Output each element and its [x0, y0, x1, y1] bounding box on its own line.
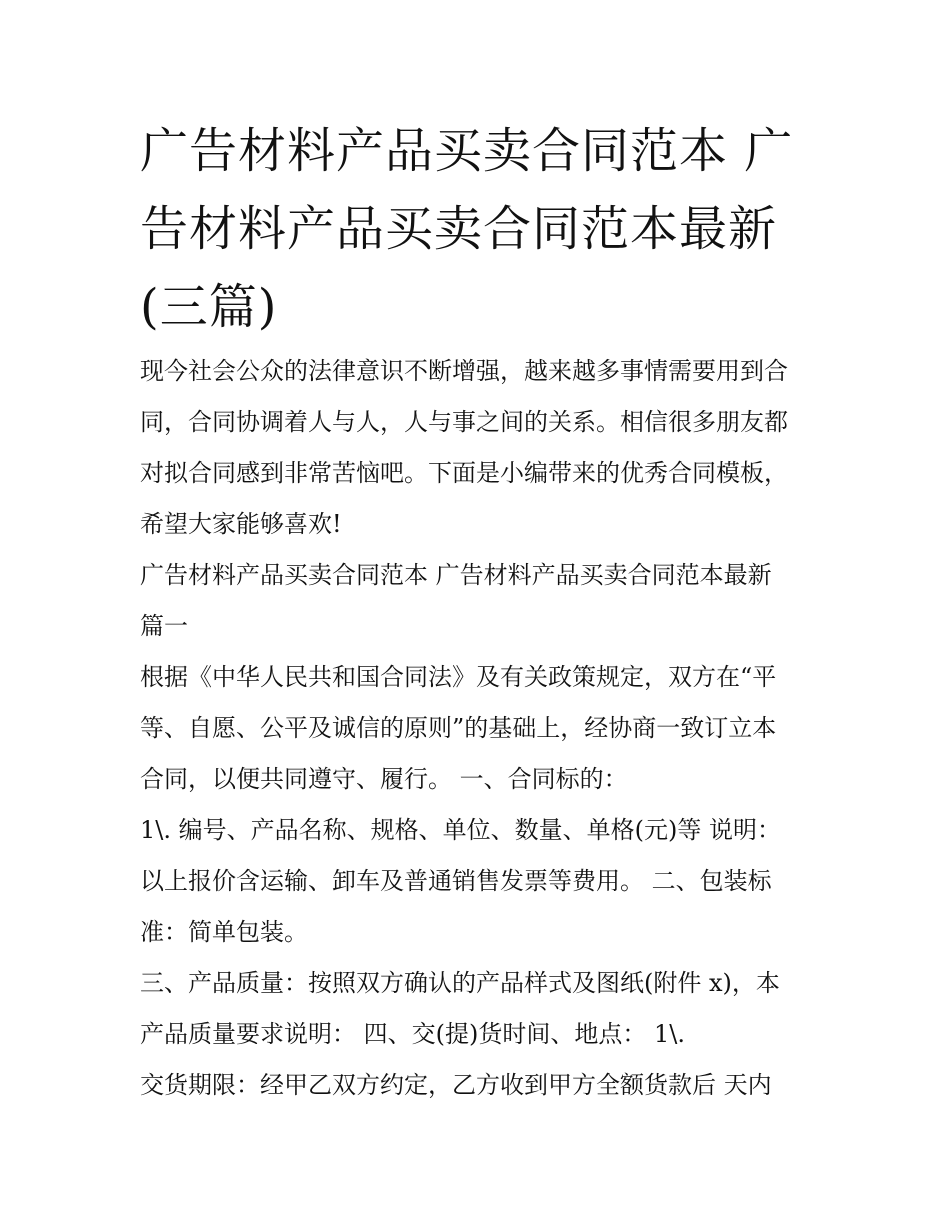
document-title: [140, 112, 820, 346]
title-line: (三篇): [140, 279, 278, 335]
paragraph-line: 希望大家能够喜欢!: [140, 510, 342, 538]
section-heading: [140, 550, 820, 652]
paragraph-line: 等、自愿、公平及诚信的原则”的基础上，经协商一致订立本: [140, 714, 777, 742]
paragraph-line: 三、产品质量：按照双方确认的产品样式及图纸(附件 x)，本: [140, 969, 780, 997]
paragraph-line: 篇一: [140, 612, 188, 640]
preamble-paragraph: [140, 652, 820, 805]
clause-paragraph: [140, 1060, 820, 1111]
paragraph-line: 广告材料产品买卖合同范本 广告材料产品买卖合同范本最新: [140, 561, 772, 589]
title-line: 告材料产品买卖合同范本最新: [140, 201, 778, 257]
paragraph-line: 根据《中华人民共和国合同法》及有关政策规定，双方在“平: [140, 663, 777, 691]
title-line: 广告材料产品买卖合同范本 广: [140, 123, 794, 179]
paragraph-line: 合同，以便共同遵守、履行。 一、合同标的：: [140, 765, 628, 793]
paragraph-line: 交货期限：经甲乙双方约定，乙方收到甲方全额货款后 天内: [140, 1071, 772, 1099]
clause-paragraph: [140, 958, 820, 1060]
paragraph-line: 同，合同协调着人与人，人与事之间的关系。相信很多朋友都: [140, 408, 788, 436]
document-page: [140, 112, 820, 1111]
intro-paragraph: [140, 346, 820, 550]
paragraph-line: 准：简单包装。: [140, 918, 308, 946]
paragraph-line: 产品质量要求说明： 四、交(提)货时间、地点： 1\.: [140, 1020, 685, 1048]
paragraph-line: 现今社会公众的法律意识不断增强，越来越多事情需要用到合: [140, 357, 788, 385]
paragraph-line: 1\. 编号、产品名称、规格、单位、数量、单格(元)等 说明：: [140, 816, 781, 844]
clause-paragraph: [140, 805, 820, 958]
paragraph-line: 以上报价含运输、卸车及普通销售发票等费用。 二、包装标: [140, 867, 772, 895]
paragraph-line: 对拟合同感到非常苦恼吧。下面是小编带来的优秀合同模板，: [140, 459, 788, 487]
